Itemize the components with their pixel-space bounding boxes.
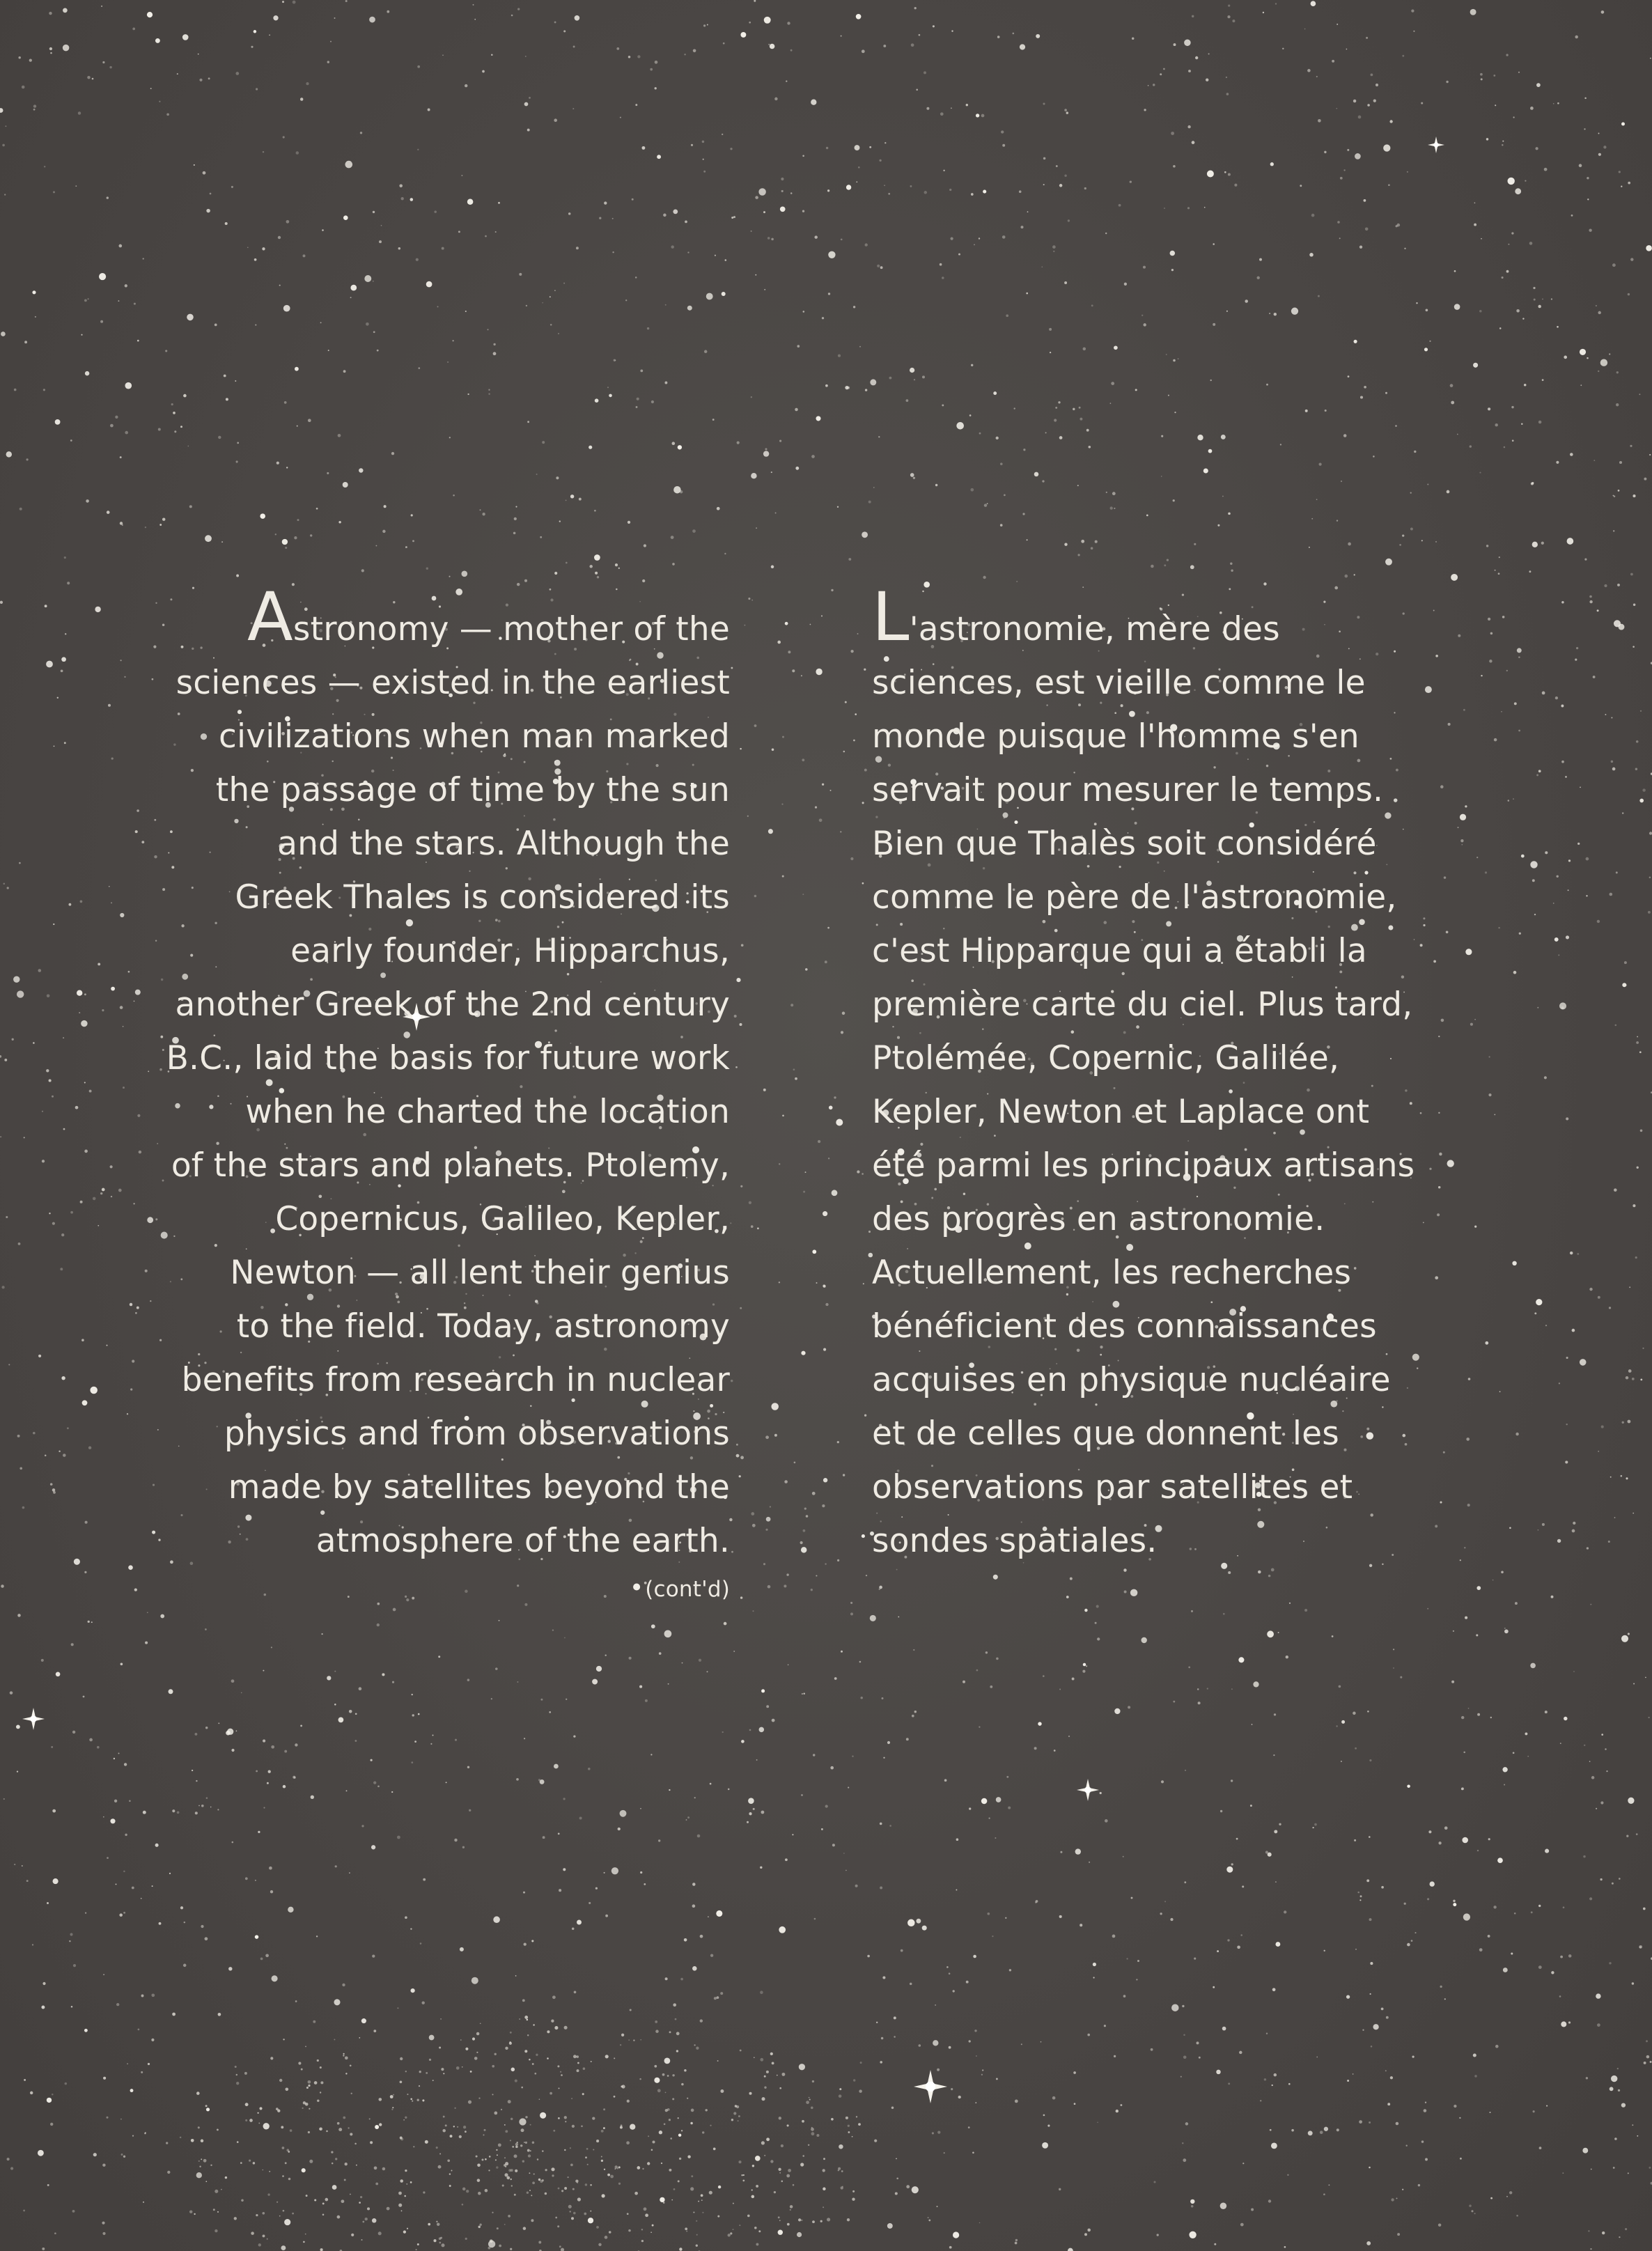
english-line: made by satellites beyond the [228,1468,730,1506]
french-line: sondes spatiales. [872,1522,1158,1560]
english-line: Copernicus, Galileo, Kepler, [275,1200,730,1238]
english-line: Newton — all lent their genius [230,1254,730,1292]
english-line: early founder, Hipparchus, [290,932,730,970]
english-line: another Greek of the 2nd century [175,986,730,1024]
english-line: of the stars and planets. Ptolemy, [171,1146,730,1185]
french-line: acquises en physique nucléaire [872,1361,1391,1399]
english-dropcap: A [247,578,293,656]
french-line: été parmi les principaux artisans [872,1146,1415,1185]
english-text-column [104,578,730,1608]
english-line-text: stronomy — mother of the [293,610,730,648]
english-line: civilizations when man marked [218,717,730,756]
french-line: monde puisque l'homme s'en [872,717,1359,756]
french-line: Kepler, Newton et Laplace ont [872,1093,1370,1131]
continued-note: (cont'd) [645,1577,730,1602]
french-dropcap: L [872,578,910,656]
english-line: when he charted the location [245,1093,730,1131]
english-line-1 [104,578,730,656]
english-line: to the field. Today, astronomy [236,1307,730,1346]
english-line: sciences — existed in the earliest [176,664,730,702]
english-line: the passage of time by the sun [215,771,730,809]
french-line: première carte du ciel. Plus tard, [872,986,1413,1024]
english-line: Greek Thales is considered its [235,878,730,917]
french-line-1 [872,578,1499,656]
english-line: and the stars. Although the [277,825,730,863]
french-line: des progrès en astronomie. [872,1200,1325,1238]
french-line: observations par satellites et [872,1468,1353,1506]
french-line: sciences, est vieille comme le [872,664,1366,702]
french-line-text: 'astronomie, mère des [909,610,1280,648]
english-line: benefits from research in nuclear [181,1361,730,1399]
french-line: bénéficient des connaissances [872,1307,1377,1346]
french-line: c'est Hipparque qui a établi la [872,932,1367,970]
english-line: physics and from observations [224,1415,730,1453]
french-line: Ptolémée, Copernic, Galilée, [872,1039,1340,1077]
french-line: Bien que Thalès soit considéré [872,825,1377,863]
french-line: et de celles que donnent les [872,1415,1339,1453]
english-line: atmosphere of the earth. [315,1522,730,1560]
french-line: servait pour mesurer le temps. [872,771,1384,809]
english-line: B.C., laid the basis for future work [166,1039,730,1077]
french-line: comme le père de l'astronomie, [872,878,1397,917]
french-text-column [872,578,1499,1568]
french-line: Actuellement, les recherches [872,1254,1352,1292]
